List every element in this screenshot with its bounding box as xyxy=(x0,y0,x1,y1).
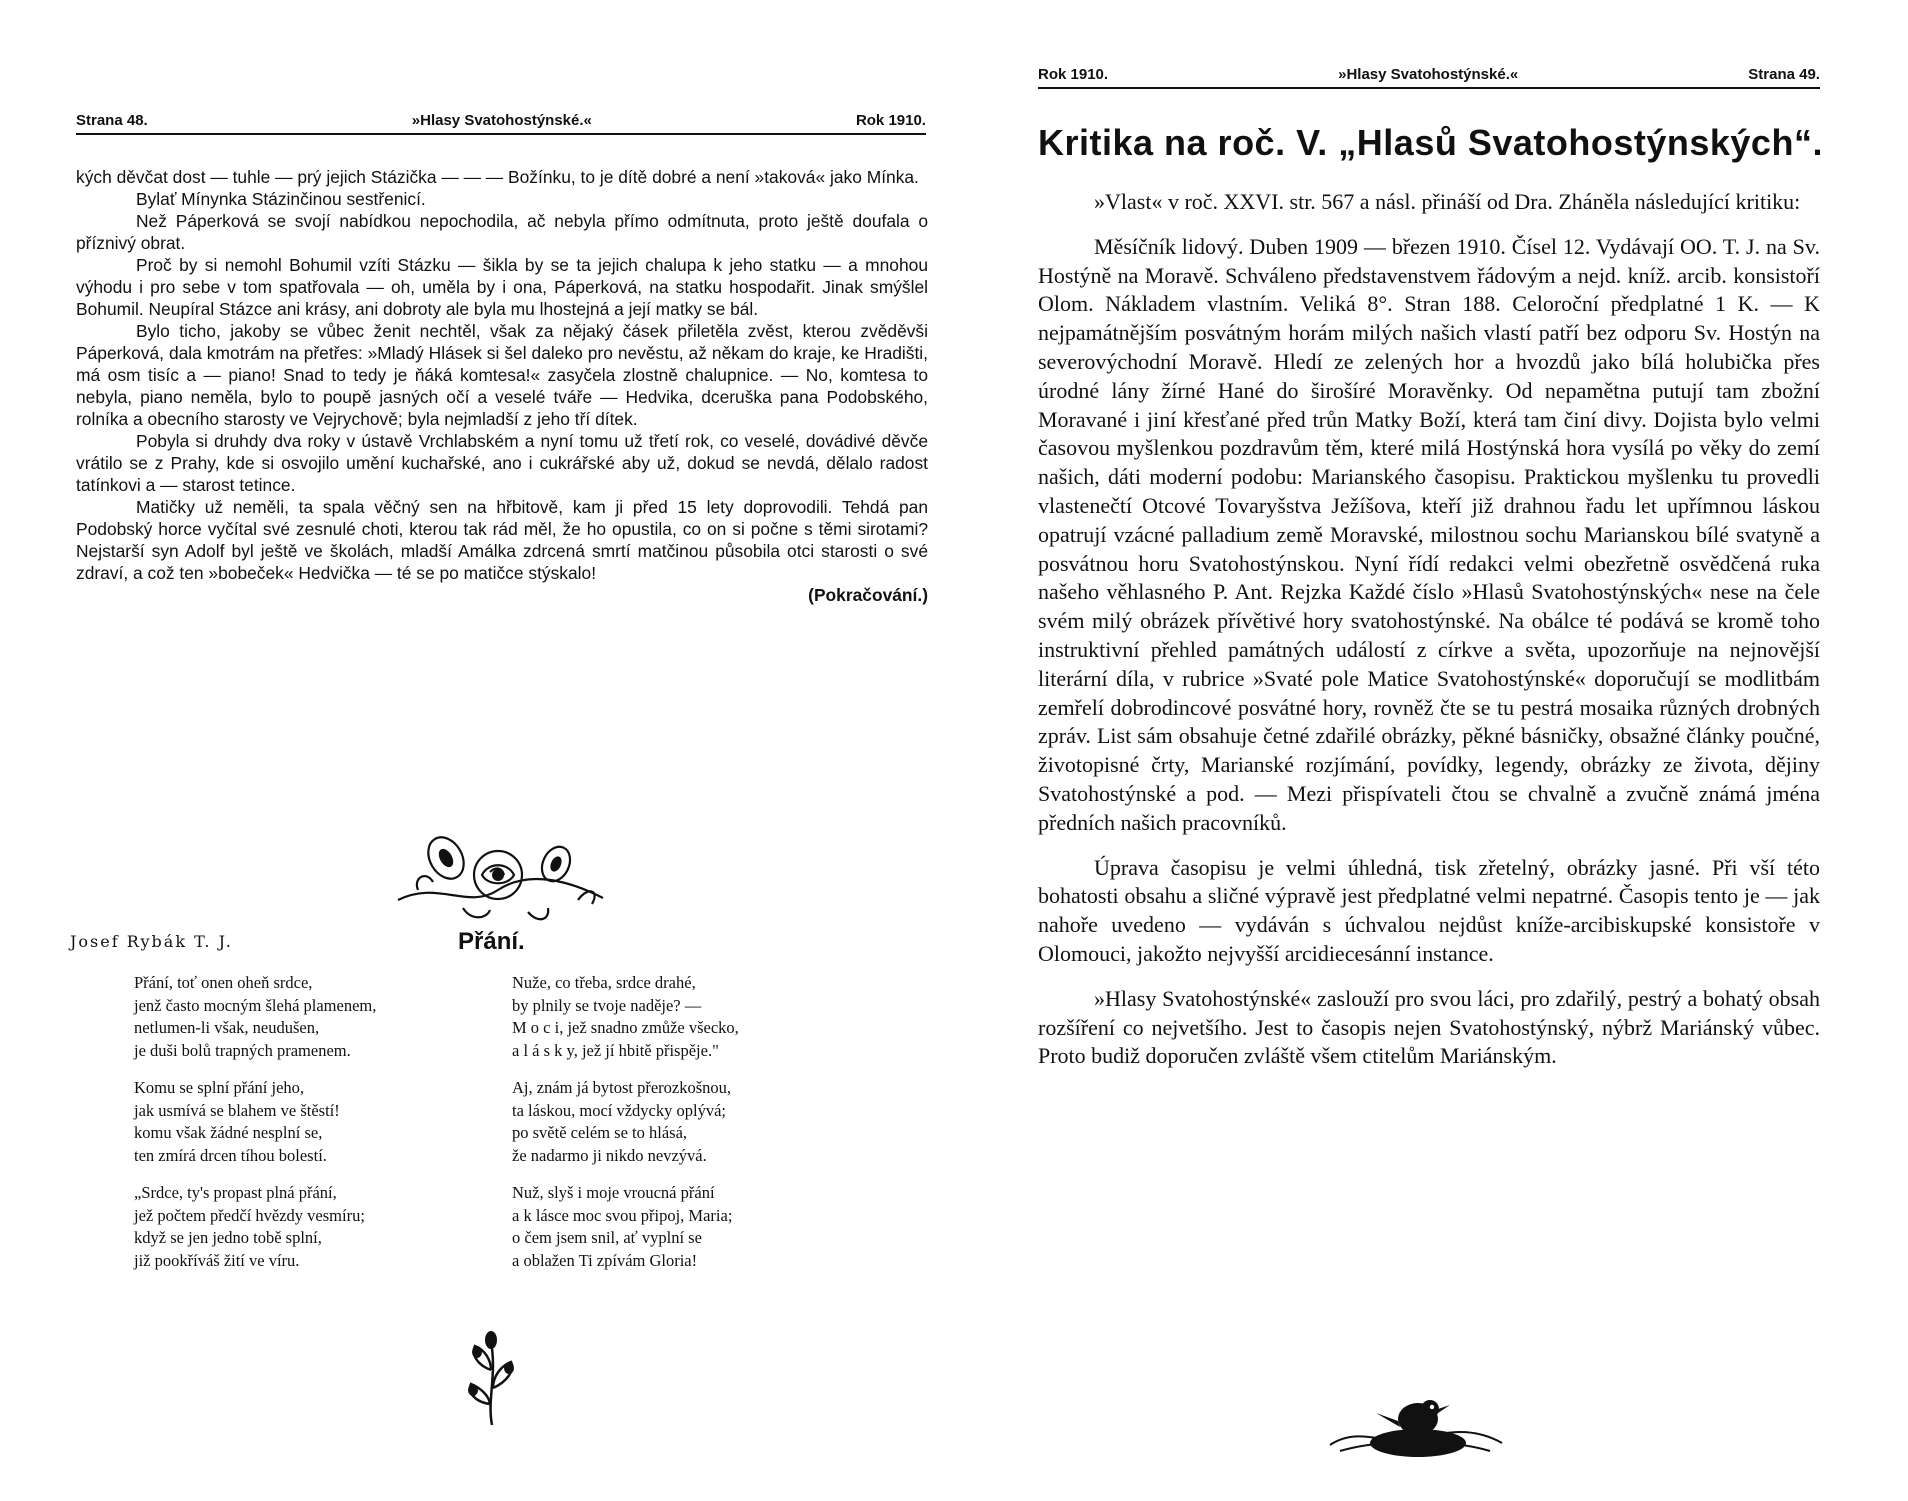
verse-line: když se jen jedno tobě splní, xyxy=(134,1228,322,1247)
poem-title: Přání. xyxy=(458,928,525,955)
verse-line: M o c i, jež snadno zmůže všecko, xyxy=(512,1018,739,1037)
page-header xyxy=(1038,66,1820,89)
verse-line: „Srdce, ty's propast plná přání, xyxy=(134,1183,337,1202)
verse-line: jenž často mocným šlehá plamenem, xyxy=(134,995,377,1015)
verse-line: Komu se splní přání jeho, xyxy=(134,1078,305,1097)
poem-author: Josef Rybák T. J. xyxy=(70,932,233,951)
flower-sprig-icon xyxy=(457,1330,527,1430)
verse-line: Aj, znám já bytost přerozkošnou, xyxy=(512,1078,732,1097)
stanza xyxy=(512,972,892,1062)
verse-line: a oblažen Ti zpívám Gloria! xyxy=(512,1250,698,1270)
verse-line: již pookříváš žití ve víru. xyxy=(134,1250,300,1270)
bird-nest-icon xyxy=(1320,1385,1510,1465)
verse-line: je duši bolů trapných pramenem. xyxy=(134,1040,351,1060)
paragraph: Proč by si nemohl Bohumil vzíti Stázku — šikla by se ta jejich chalupa k jeho statku — a mnohou výhodu i pro sebe v tom spatřovala — oh, uměla by i ona, Páperková, na statku hospodařit. Jinak smýšlel Bohumil. Neupíral Stázce ani krásy, ani dobroty ale byla mu lhostejná a její matky se bál. xyxy=(76,255,928,319)
article-title: Kritika na roč. V. „Hlasů Svatohostýnských“. xyxy=(1038,122,1823,163)
page-number: Strana 48. xyxy=(76,112,148,129)
verse-line: a l á s k y, jež jí hbitě přispěje." xyxy=(512,1040,719,1060)
paragraph: Bylo ticho, jakoby se vůbec ženit nechtěl, však za nějaký čásek přiletěla zvěst, kterou zvěděvši Páperková, dala kmotrám na přetřes: »Mladý Hlásek si šel daleko pro nevěstu, až někam do kraje, ke Hradišti, má osm tisíc a — piano! Snad to tedy je ňáká komtesa!« zasyčela zlostně chalupnice. — No, komtesa to nebyla, piano neměla, bylo to poupě jasných očí a veselé tváře — Hedvika, dceruška pana Podobského, rolníka a obecního starosty ve Vejrychově; byla nejmladší z jeho tří dítek. xyxy=(76,321,928,429)
verse-line: ta láskou, mocí vždycky oplývá; xyxy=(512,1100,726,1120)
verse-line: netlumen-li však, neudušen, xyxy=(134,1018,320,1037)
page-number: Strana 49. xyxy=(1748,66,1820,83)
verse-line: jak usmívá se blahem ve štěstí! xyxy=(134,1100,340,1120)
verse-line: po světě celém se to hlásá, xyxy=(512,1123,688,1142)
journal-name: »Hlasy Svatohostýnské.« xyxy=(411,112,592,129)
stanza xyxy=(134,972,504,1062)
review-paragraph: Úprava časopisu je velmi úhledná, tisk zřetelný, obrázky jasné. Při vší této bohatosti obsahu a sličné výpravě jest předplatné velmi nepatrné. Časopis tento je — jak nahoře uvedeno — vydáván s úchvalou nejdůst kníže-arcibiskupské konsistoře v Olomouci, jakožto nejvyšší arcidiecesánní instance. xyxy=(1038,854,1820,966)
verse-line: Nuž, slyš i moje vroucná přání xyxy=(512,1183,715,1202)
year: Rok 1910. xyxy=(1038,66,1109,83)
poem-column-right xyxy=(512,972,892,1287)
continuation-note: (Pokračování.) xyxy=(808,585,928,605)
verse-line: ten zmírá drcen tíhou bolestí. xyxy=(134,1145,327,1165)
paragraph: kých děvčat dost — tuhle — prý jejich Stázička — — — Božínku, to je dítě dobré a není »taková« jako Mínka. xyxy=(76,167,919,187)
stanza xyxy=(134,1077,504,1167)
verse-line: a k lásce moc svou připoj, Maria; xyxy=(512,1205,733,1225)
verse-line: že nadarmo ji nikdo nevzývá. xyxy=(512,1145,707,1165)
article-text xyxy=(1038,188,1820,1071)
paragraph: Pobyla si druhdy dva roky v ústavě Vrchlabském a nyní tomu už třetí rok, co veselé, dovádivé děvče vrátilo se z Prahy, kde si osvojilo umění kuchařské, ano i cukrářské aby už, dokud se nevdá, dělalo radost tatínkovi a — starost tetince. xyxy=(76,431,928,495)
story-text xyxy=(76,166,928,606)
year: Rok 1910. xyxy=(855,112,926,129)
stanza xyxy=(512,1077,892,1167)
stanza xyxy=(134,1182,504,1272)
verse-line: Přání, toť onen oheň srdce, xyxy=(134,973,313,992)
page-header xyxy=(76,112,926,135)
verse-line: jež počtem předčí hvězdy vesmíru; xyxy=(134,1205,365,1225)
review-paragraph: »Hlasy Svatohostýnské« zaslouží pro svou láci, pro zdařilý, pestrý a bohatý obsah rozšíření co nejvetšího. Jest to časopis nejen Svatohostýnský, nýbrž Mariánský vůbec. Proto budiž doporučen zvláště všem ctitelům Mariánským. xyxy=(1038,985,1820,1069)
verse-line: komu však žádné nesplní se, xyxy=(134,1123,323,1142)
rose-ornament-icon xyxy=(378,820,618,930)
review-paragraph: Měsíčník lidový. Duben 1909 — březen 1910. Čísel 12. Vydávají OO. T. J. na Sv. Hostýně na Moravě. Schváleno představenstvem řádovým a nejd. kníž. arcib. konsistoří Olom. Nákladem vlastním. Veliká 8°. Stran 188. Celoroční předplatné 1 K. — K nejpamátnějším posvátným horám milých našich vlastí patří bez odporu Sv. Hostýn na severovýchodní Moravě. Hledí ze zelených hor a hvozdů jako bílá holubička přes úrodné lány žírné Hané do širošíré Moravěnky. Od nepamětna putují tam zbožní Moravané i jiní křesťané před trůn Matky Boží, která tam činí divy. Dojista bylo velmi časovou myšlenkou pozdravům těm, které milá Hostýnská hora vysílá po věky do zemí našich, dáti moderní podobu: Marianského časopisu. Praktickou myšlenku tu provedli vlastenečtí Otcové Tovaryšstva Ježíšova, kteří již drahnou řadu let upřímnou láskou opatrují vzácné palladium země Moravské, milostnou sochu Marianskou bílé svatyně a posvátnou horu Svatohostýnskou. Nyní řídí redakci velmi obezřetně osvědčená ruka našeho věhlasného P. Ant. Rejzka Každé číslo »Hlasů Svatohostýnských« nese na čele svém milý obrázek přívětivé hory svatohostýnské. Na obálce té podává se kromě toho instruktivní přehled památných událostí z církve a světa, upozorňuje na nejnovější literární díla, v rubrice »Svaté pole Matice Svatohostýnské« doporučují se modlitbám zemřelí dobrodincové posvátné hory, rovněž čte se tu pestrá mosaika různých drobných zpráv. List sám obsahuje četné zdařilé obrázky, pěkné básničky, obsažné články poučné, životopisné črty, Marianské rozjímání, povídky, legendy, obrázky ze života, dějiny Svatohostýnské a pod. — Mezi přispívateli čtou se chvalně a zvučně známá jména předních našich pracovníků. xyxy=(1038,233,1820,835)
verse-line: Nuže, co třeba, srdce drahé, xyxy=(512,973,696,992)
paragraph: Matičky už neměli, ta spala věčný sen na hřbitově, kam ji před 15 lety doprovodili. Tehdá pan Podobský horce vyčítal své zesnulé choti, kterou tak rád měl, že ho opustila, co on si počne s těmi sirotami? Nejstarší syn Adolf byl ještě ve školách, mladší Amálka zdrcená smrtí matčinou působila otci starosti o své zdraví, a což ten »bobeček« Hedvička — té se po matičce stýskalo! xyxy=(76,497,928,583)
journal-name: »Hlasy Svatohostýnské.« xyxy=(1338,66,1519,83)
paragraph: Než Páperková se svojí nabídkou nepochodila, ač nebyla přímo odmítnuta, proto ještě doufala o příznivý obrat. xyxy=(76,211,928,253)
verse-line: o čem jsem snil, ať vyplní se xyxy=(512,1228,702,1247)
poem-column-left xyxy=(134,972,504,1287)
intro-paragraph: »Vlast« v roč. XXVI. str. 567 a násl. přináší od Dra. Zháněla následující kritiku: xyxy=(1094,189,1801,214)
right-page xyxy=(954,0,1908,1501)
paragraph: Bylať Mínynka Stázinčinou sestřenicí. xyxy=(136,189,426,209)
stanza xyxy=(512,1182,892,1272)
verse-line: by plnily se tvoje naděje? — xyxy=(512,995,702,1015)
